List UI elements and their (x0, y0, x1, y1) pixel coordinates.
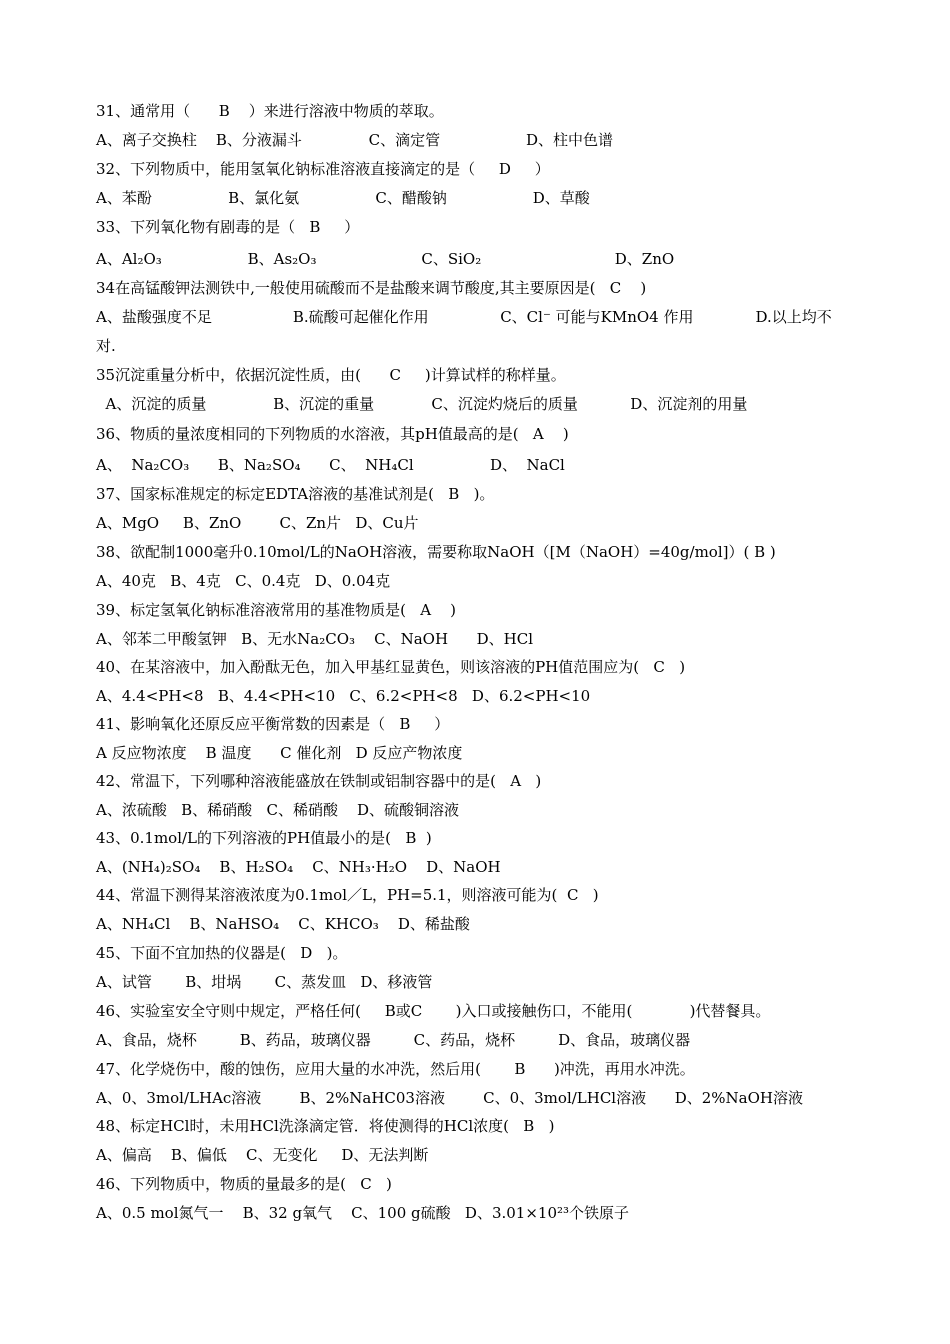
options-40: A、4.4<PH<8 B、4.4<PH<10 C、6.2<PH<8 D、6.2<PH<10 (96, 687, 591, 705)
options-44: A、NH₄Cl B、NaHSO₄ C、KHCO₃ D、稀盐酸 (96, 915, 470, 933)
options-41: A 反应物浓度 B 温度 C 催化剂 D 反应产物浓度 (96, 744, 463, 762)
question-46b: 46、下列物质中，物质的量最多的是( C ) (96, 1175, 392, 1193)
question-38: 38、欲配制1000毫升0.10mol/L的NaOH溶液，需要称取NaOH（[M（NaOH）=40g/mol]）( B ) (96, 543, 776, 561)
question-44: 44、常温下测得某溶液浓度为0.1mol／L，PH=5.1，则溶液可能为( C ) (96, 886, 599, 904)
options-46b: A、0.5 mol氮气一 B、32 g氧气 C、100 g硫酸 D、3.01×10²³个铁原子 (96, 1204, 630, 1222)
options-45: A、试管 B、坩埚 C、蒸发皿 D、移液管 (96, 973, 433, 991)
question-45: 45、下面不宜加热的仪器是( D )。 (96, 944, 348, 962)
question-32: 32、下列物质中，能用氢氧化钠标准溶液直接滴定的是（ D ） (96, 160, 550, 178)
options-33: A、Al₂O₃ B、As₂O₃ C、SiO₂ D、ZnO (96, 250, 675, 268)
question-33: 33、下列氧化物有剧毒的是（ B ） (96, 218, 360, 236)
question-43: 43、0.1mol/L的下列溶液的PH值最小的是( B ) (96, 829, 432, 847)
options-36: A、 Na₂CO₃ B、Na₂SO₄ C、 NH₄Cl D、 NaCl (96, 456, 565, 474)
options-43: A、(NH₄)₂SO₄ B、H₂SO₄ C、NH₃·H₂O D、NaOH (96, 858, 501, 876)
question-41: 41、影响氧化还原反应平衡常数的因素是（ B ） (96, 715, 450, 733)
question-35: 35沉淀重量分析中，依据沉淀性质，由( C )计算试样的称样量。 (96, 366, 566, 384)
options-34-cont: 对. (96, 337, 116, 355)
options-34: A、盐酸强度不足 B.硫酸可起催化作用 C、Cl⁻ 可能与KMnO4 作用 D.以上均不 (96, 308, 832, 326)
question-40: 40、在某溶液中，加入酚酞无色，加入甲基红显黄色，则该溶液的PH值范围应为( C ) (96, 658, 686, 676)
question-47: 47、化学烧伤中，酸的蚀伤，应用大量的水冲洗，然后用( B )冲洗，再用水冲洗。 (96, 1060, 695, 1078)
question-34: 34在高锰酸钾法测铁中,一般使用硫酸而不是盐酸来调节酸度,其主要原因是( C ) (96, 279, 647, 297)
question-39: 39、标定氢氧化钠标准溶液常用的基准物质是( A ) (96, 601, 457, 619)
options-42: A、浓硫酸 B、稀硝酸 C、稀硝酸 D、硫酸铜溶液 (96, 801, 460, 819)
question-36: 36、物质的量浓度相同的下列物质的水溶液，其pH值最高的是( A ) (96, 425, 569, 443)
options-46a: A、食品，烧杯 B、药品，玻璃仪器 C、药品，烧杯 D、食品，玻璃仪器 (96, 1031, 691, 1049)
options-38: A、40克 B、4克 C、0.4克 D、0.04克 (96, 572, 391, 590)
options-35: A、沉淀的质量 B、沉淀的重量 C、沉淀灼烧后的质量 D、沉淀剂的用量 (96, 395, 748, 413)
options-39: A、邻苯二甲酸氢钾 B、无水Na₂CO₃ C、NaOH D、HCl (96, 630, 534, 648)
options-32: A、苯酚 B、氯化氨 C、醋酸钠 D、草酸 (96, 189, 590, 207)
options-47: A、0、3mol/LHAc溶液 B、2%NaHC03溶液 C、0、3mol/LHCl溶液 D、2%NaOH溶液 (96, 1089, 803, 1107)
question-46a: 46、实验室安全守则中规定，严格任何( B或C )入口或接触伤口，不能用( )代替餐具。 (96, 1002, 771, 1020)
question-31: 31、通常用（ B ）来进行溶液中物质的萃取。 (96, 102, 444, 120)
options-37: A、MgO B、ZnO C、Zn片 D、Cu片 (96, 514, 419, 532)
question-42: 42、常温下，下列哪种溶液能盛放在铁制或铝制容器中的是( A ) (96, 772, 542, 790)
question-48: 48、标定HCl时，未用HCl洗涤滴定管．将使测得的HCl浓度( B ) (96, 1117, 555, 1135)
question-37: 37、国家标准规定的标定EDTA溶液的基准试剂是( B )。 (96, 485, 495, 503)
options-31: A、离子交换柱 B、分液漏斗 C、滴定管 D、柱中色谱 (96, 131, 614, 149)
options-48: A、偏高 B、偏低 C、无变化 D、无法判断 (96, 1146, 429, 1164)
